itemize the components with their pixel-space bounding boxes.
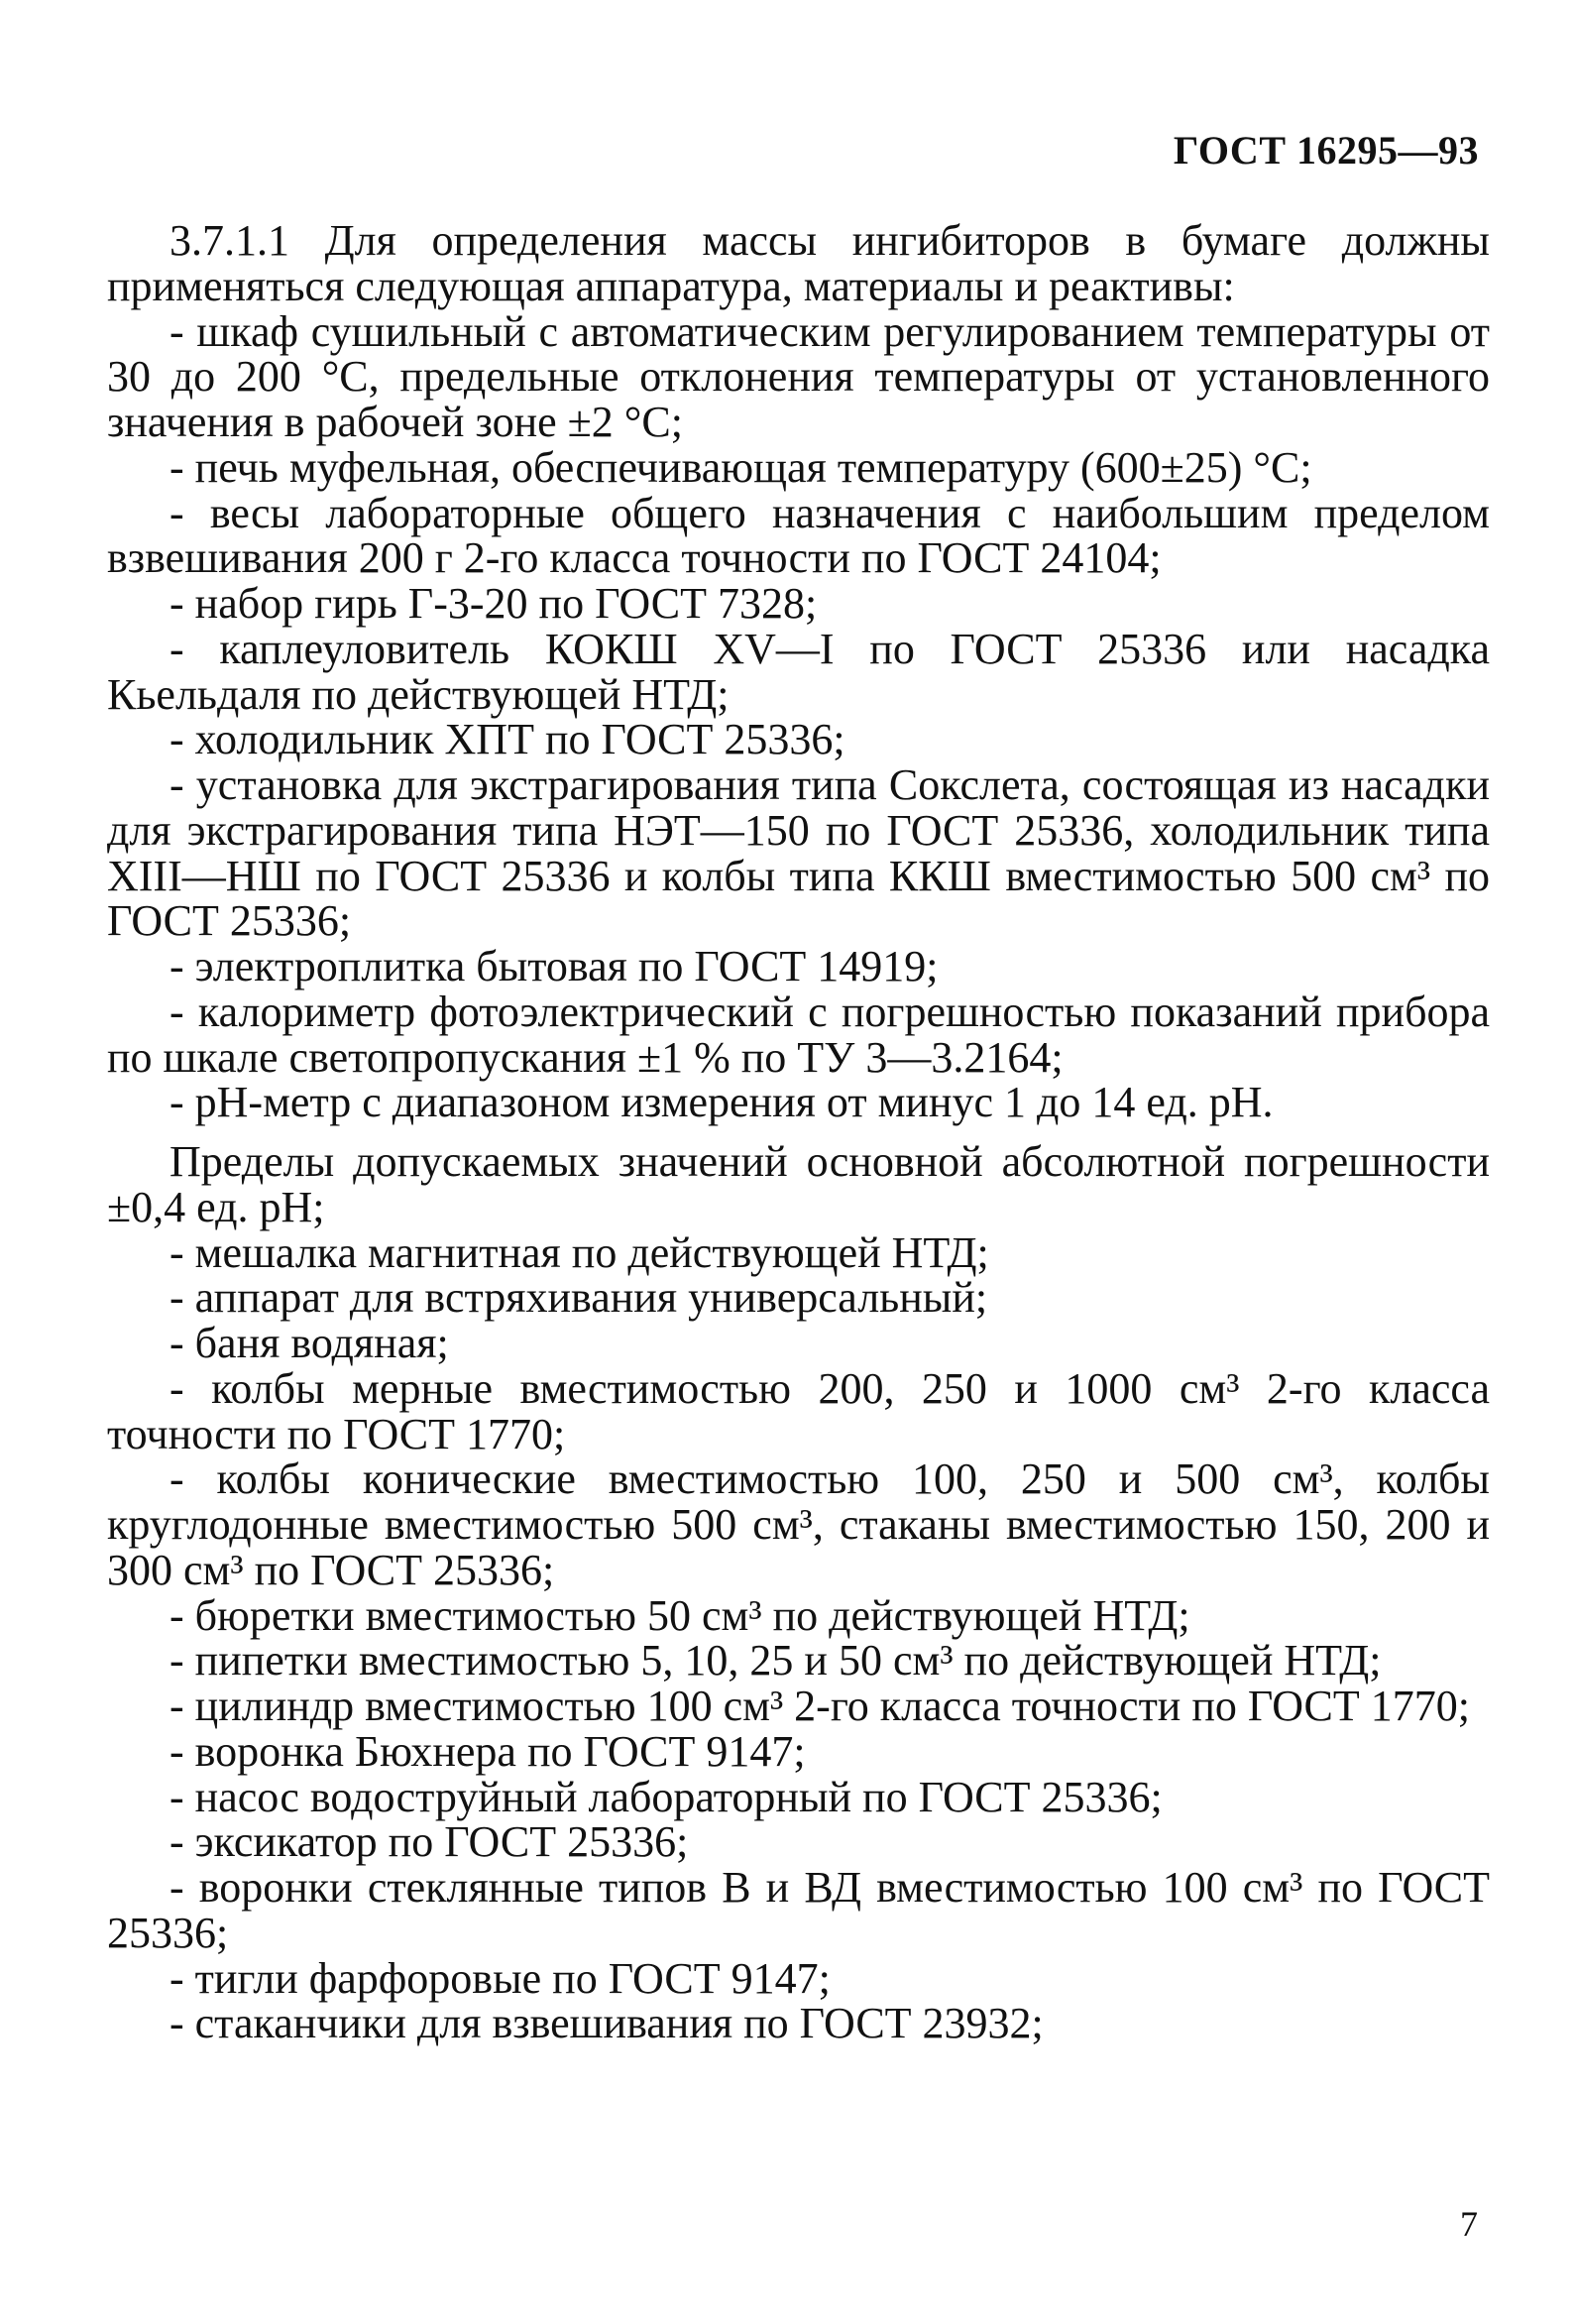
list-item: - колбы конические вместимостью 100, 250 и 500 см³, колбы круглодонные вместимостью 500 см³, стаканы вместимостью 150, 200 и 300 см³ по ГОСТ 25336; — [107, 1454, 1490, 1594]
section-intro-paragraph: 3.7.1.1 Для определения массы ингибиторов в бумаге должны применяться следующая аппаратура, материалы и реактивы: — [107, 216, 1490, 310]
list-item: - холодильник ХПТ по ГОСТ 25336; — [169, 715, 845, 764]
equipment-list-b — [107, 1227, 1490, 2048]
list-item: - пипетки вместимостью 5, 10, 25 и 50 см³ по действующей НТД; — [169, 1636, 1382, 1685]
list-item: - аппарат для встряхивания универсальный; — [169, 1273, 988, 1323]
equipment-list-a — [107, 306, 1490, 1127]
list-item: - печь муфельная, обеспечивающая температуру (600±25) °С; — [169, 442, 1312, 492]
list-item: - эксикатор по ГОСТ 25336; — [169, 1817, 689, 1867]
list-item: - набор гирь Г-3-20 по ГОСТ 7328; — [169, 579, 818, 628]
list-item: - баня водяная; — [169, 1319, 449, 1367]
list-item: - калориметр фотоэлектрический с погрешностью показаний прибора по шкале светопропускания ±1 % по ТУ 3—3.2164; — [107, 987, 1490, 1082]
document-header: ГОСТ 16295—93 — [1173, 128, 1479, 173]
list-item: - рН-метр с диапазоном измерения от минус 1 до 14 ед. рН. — [169, 1078, 1274, 1127]
list-item: - мешалка магнитная по действующей НТД; — [169, 1227, 989, 1277]
list-item: - тигли фарфоровые по ГОСТ 9147; — [169, 1953, 831, 2003]
list-item: - весы лабораторные общего назначения с наибольшим пределом взвешивания 200 г 2-го класса точности по ГОСТ 24104; — [107, 488, 1490, 583]
list-item: - бюретки вместимостью 50 см³ по действующей НТД; — [169, 1590, 1190, 1640]
list-item: - колбы мерные вместимостью 200, 250 и 1000 см³ 2-го класса точности по ГОСТ 1770; — [107, 1363, 1490, 1458]
tolerance-note-paragraph: Пределы допускаемых значений основной абсолютной погрешности ±0,4 ед. рН; — [107, 1137, 1490, 1231]
list-item: - воронка Бюхнера по ГОСТ 9147; — [169, 1726, 806, 1776]
list-item: - воронки стеклянные типов В и ВД вместимостью 100 см³ по ГОСТ 25336; — [107, 1863, 1490, 1957]
document-body — [107, 218, 1490, 2046]
list-item: - цилиндр вместимостью 100 см³ 2-го класса точности по ГОСТ 1770; — [169, 1682, 1471, 1730]
page-number: 7 — [1460, 2204, 1478, 2244]
list-item: - электроплитка бытовая по ГОСТ 14919; — [169, 942, 939, 990]
list-item: - шкаф сушильный с автоматическим регулированием температуры от 30 до 200 °С, предельные отклонения температуры от установленного значения в рабочей зоне ±2 °С; — [107, 306, 1490, 446]
list-item: - установка для экстрагирования типа Сокслета, состоящая из насадки для экстрагирования типа НЭТ—150 по ГОСТ 25336, холодильник типа XIII—НШ по ГОСТ 25336 и колбы типа ККШ вместимостью 500 см³ по ГОСТ 25336; — [107, 760, 1490, 946]
list-item: - насос водоструйный лабораторный по ГОСТ 25336; — [169, 1772, 1163, 1821]
list-item: - стаканчики для взвешивания по ГОСТ 23932; — [169, 1999, 1044, 2048]
list-item: - каплеуловитель КОКШ XV—I по ГОСТ 25336 или насадка Кьельдаля по действующей НТД; — [107, 624, 1490, 719]
